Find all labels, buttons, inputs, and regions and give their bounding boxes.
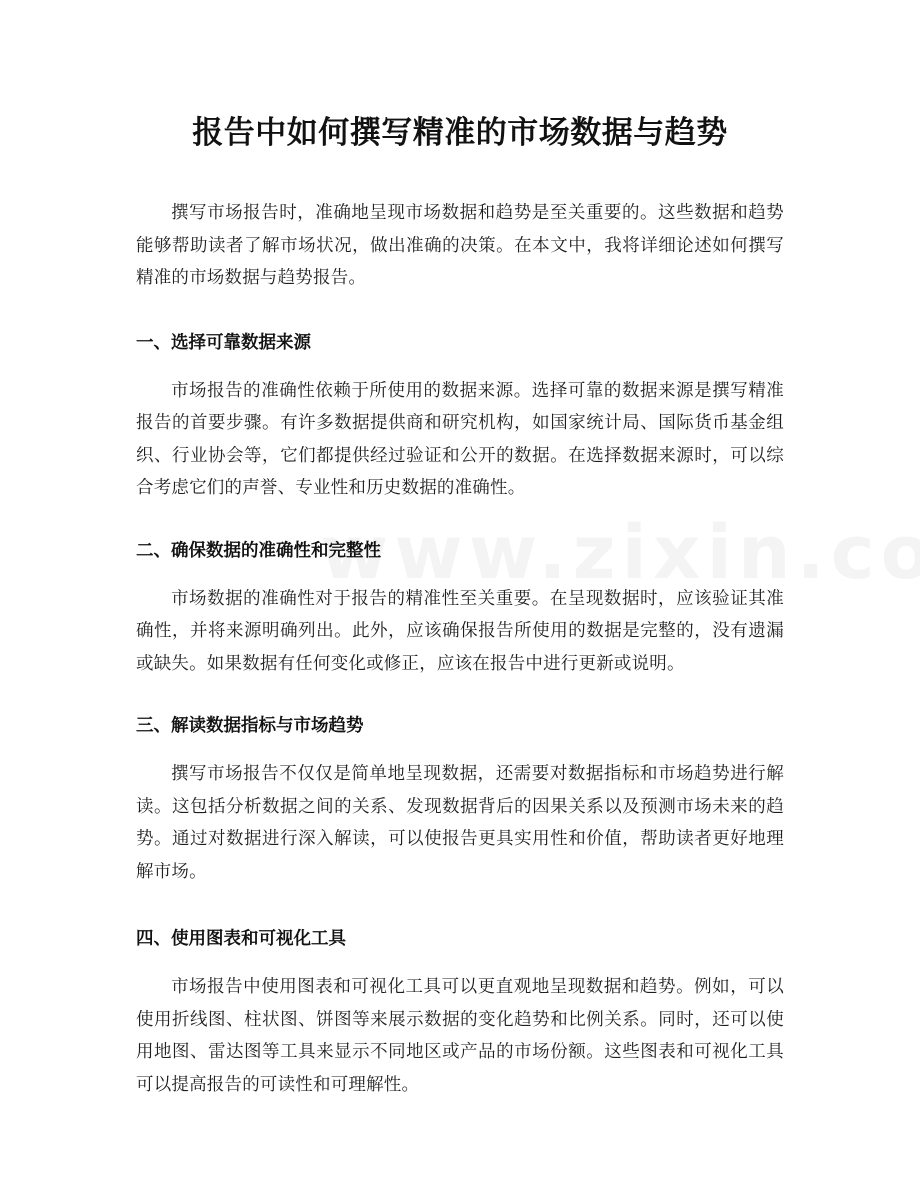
section-heading-4: 四、使用图表和可视化工具	[136, 929, 346, 949]
section-heading-3: 三、解读数据指标与市场趋势	[136, 716, 364, 736]
document-title: 报告中如何撰写精准的市场数据与趋势	[192, 115, 728, 151]
section-heading-1: 一、选择可靠数据来源	[136, 332, 311, 353]
section-body-3: 撰写市场报告不仅仅是简单地呈现数据，还需要对数据指标和市场趋势进行解读。这包括分析数据之间的关系、发现数据背后的因果关系以及预测市场未来的趋势。通过对数据进行深入解读，可以使报告更具实用性和价值，帮助读者更好地理解市场。	[136, 764, 784, 882]
section-body-1: 市场报告的准确性依赖于所使用的数据来源。选择可靠的数据来源是撰写精准报告的首要步骤。有许多数据提供商和研究机构，如国家统计局、国际货币基金组织、行业协会等，它们都提供经过验证和公开的数据。在选择数据来源时，可以综合考虑它们的声誉、专业性和历史数据的准确性。	[136, 380, 784, 498]
section-body-4: 市场报告中使用图表和可视化工具可以更直观地呈现数据和趋势。例如，可以使用折线图、柱状图、饼图等来展示数据的变化趋势和比例关系。同时，还可以使用地图、雷达图等工具来显示不同地区或产品的市场份额。这些图表和可视化工具可以提高报告的可读性和可理解性。	[136, 977, 784, 1095]
section-heading-2: 二、确保数据的准确性和完整性	[136, 540, 381, 561]
section-body-2: 市场数据的准确性对于报告的精准性至关重要。在呈现数据时，应该验证其准确性，并将来源明确列出。此外，应该确保报告所使用的数据是完整的，没有遗漏或缺失。如果数据有任何变化或修正，应该在报告中进行更新或说明。	[136, 588, 784, 674]
intro-paragraph: 撰写市场报告时，准确地呈现市场数据和趋势是至关重要的。这些数据和趋势能够帮助读者了解市场状况，做出准确的决策。在本文中，我将详细论述如何撰写精准的市场数据与趋势报告。	[136, 203, 784, 288]
